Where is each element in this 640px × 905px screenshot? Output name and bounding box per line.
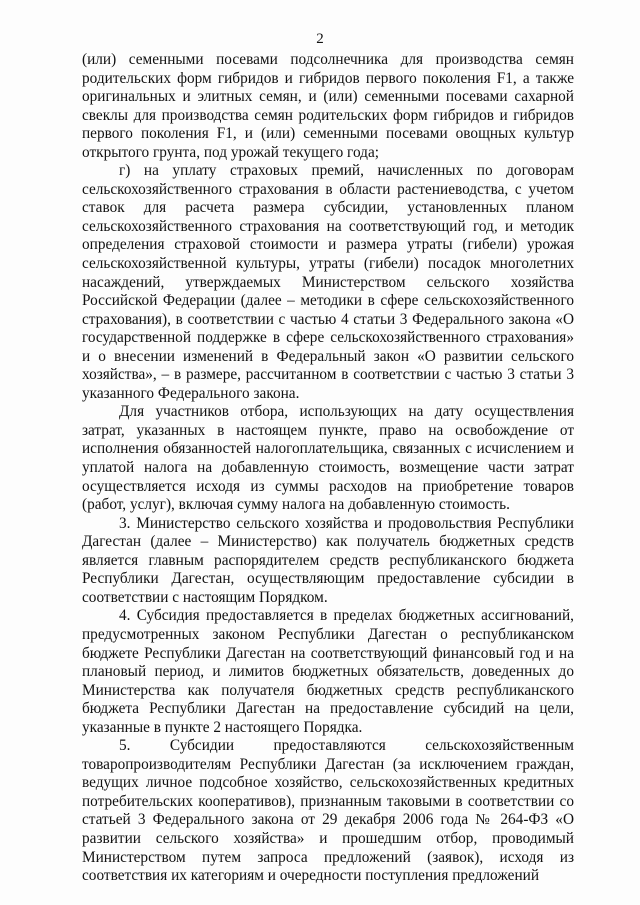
paragraph-item-4: 4. Субсидия предоставляется в пределах бюджетных ассигнований, предусмотренных законом Республики Дагестан о республиканском бюджете Республики Дагестан на соответствующий финансовый год и на плановый период, и лимитов бюджетных обязательств, доведенных до Министерства как получателя бюджетных средств республиканского бюджета Республики Дагестан на предоставление субсидий на цели, указанные в пункте 2 настоящего Порядка. <box>82 607 574 736</box>
paragraph-vat-participants: Для участников отбора, использующих на дату осуществления затрат, указанных в настоящем пункте, право на освобождение от исполнения обязанностей налогоплательщика, связанных с исчислением и уплатой налога на добавленную стоимость, возмещение части затрат осуществляется исходя из суммы расходов на приобретение товаров (работ, услуг), включая сумму налога на добавленную стоимость. <box>82 403 574 514</box>
paragraph-item-5: 5. Субсидии предоставляются сельскохозяйственным товаропроизводителям Республики Дагестан (за исключением граждан, ведущих личное подсобное хозяйство, сельскохозяйственных кредитных потребительских кооперативов), признанным таковыми в соответствии со статьей 3 Федерального закона от 29 декабря 2006 года № 264-ФЗ «О развитии сельского хозяйства» и прошедшим отбор, проводимый Министерством путем запроса предложений (заявок), исходя из соответствия их категориям и очередности поступления предложений <box>82 737 574 885</box>
paragraph-continuation: (или) семенными посевами подсолнечника для производства семян родительских форм гибридов и гибридов первого поколения F1, а также оригинальных и элитных семян, и (или) семенными посевами сахарной свеклы для производства семян родительских форм гибридов и гибридов первого поколения F1, и (или) семенными посевами овощных культур открытого грунта, под урожай текущего года; <box>82 51 574 161</box>
document-body <box>82 51 574 886</box>
page-number: 2 <box>316 31 324 47</box>
paragraph-item-3: 3. Министерство сельского хозяйства и продовольствия Республики Дагестан (далее – Министерство) как получатель бюджетных средств является главным распорядителем средств республиканского бюджета Республики Дагестан, осуществляющим предоставление субсидии в соответствии с настоящим Порядком. <box>82 514 574 606</box>
paragraph-subitem-g: г) на уплату страховых премий, начисленных по договорам сельскохозяйственного страхования в области растениеводства, с учетом ставок для расчета размера субсидии, установленных планом сельскохозяйственного страхования на соответствующий год, и методик определения страховой стоимости и размера утраты (гибели) урожая сельскохозяйственной культуры, утраты (гибели) посадок многолетних насаждений, утверждаемых Министерством сельского хозяйства Российской Федерации (далее – методики в сфере сельскохозяйственного страхования), в соответствии с частью 4 статьи 3 Федерального закона «О государственной поддержке в сфере сельскохозяйственного страхования» и о внесении изменений в Федеральный закон «О развитии сельского хозяйства», – в размере, рассчитанном в соответствии с частью 3 статьи 3 указанного Федерального закона. <box>82 162 574 402</box>
